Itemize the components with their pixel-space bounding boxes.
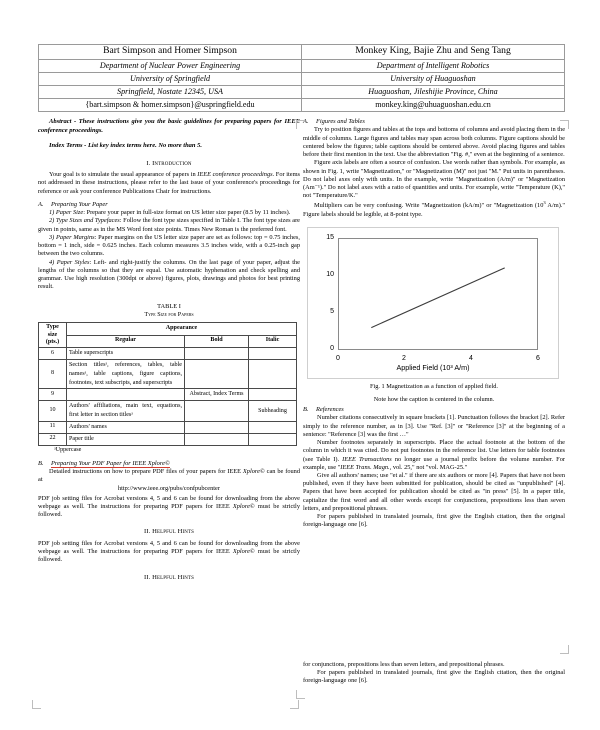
- table1-header-bold: Bold: [185, 335, 249, 347]
- table1-size-2: 9: [39, 389, 67, 401]
- figure-axis-labels-paragraph: Figure axis labels are often a source of confusion. Use words rather than symbols. For example, as shown in Fig. 1, write "Magnetization," or "Magnetization (M)" not just "M." Put units in parentheses. Do not label axes only with units. In the example, write "Magnetization (A/m)" or "Magnetization (Am⁻¹)." Do not label axes with a ratio of quantities and units. For example, write "Temperature (K)," not "Temperature/K.": [303, 159, 565, 200]
- figure-1-caption-line-2: Note how the caption is centered in the column.: [373, 395, 495, 403]
- ieee-pubs-url[interactable]: http://www.ieee.org/pubs/confpubcenter: [117, 485, 220, 493]
- item-type-sizes-title: 2) Type Sizes and Typefaces: [49, 217, 120, 225]
- footnotes-text-c: , vol. 25," not "vol. MAG-25.": [389, 463, 468, 471]
- intro-text-a: Your goal is to simulate the usual appearance of papers in: [49, 171, 198, 179]
- table1-italic-4: [249, 421, 297, 433]
- table1-caption-label: TABLE I: [157, 302, 181, 310]
- crop-mark-left-bottom-right: [290, 700, 299, 709]
- xplore-italic-1: Xplore: [242, 467, 260, 475]
- abstract-paragraph: [38, 118, 300, 135]
- xplore-italic-2: Xplore: [232, 502, 250, 510]
- table1-italic-1: [249, 360, 297, 389]
- table1-footnote: ᵃUppercase: [54, 446, 82, 453]
- table1-header-italic: Italic: [249, 335, 297, 347]
- table1-header-appearance: Appearance: [67, 323, 297, 335]
- pdf-instructions-paragraph: [38, 468, 300, 484]
- table-row: [39, 360, 297, 389]
- table1-size-3: 10: [39, 401, 67, 422]
- table1-caption-title: Type Size for Papers: [144, 311, 194, 319]
- right-column: [303, 118, 565, 530]
- footnotes-paragraph: [303, 439, 565, 472]
- citations-paragraph: Number citations consecutively in square brackets [1]. Punctuation follows the bracket [2]. Refer simply to the reference number, as in [3]. Use "Ref. [3]" or "Reference [3]" at the beginning of a sentence: "Reference [3] was the first …": [303, 414, 565, 438]
- right-column-overflow: [303, 661, 565, 686]
- table1-regular-5: Paper title: [67, 433, 185, 445]
- chart-data-line: [371, 268, 504, 328]
- subsection-b-title: Preparing Your PDF Paper for IEEE Xplore©: [51, 459, 170, 467]
- table1-header-row-1: [39, 323, 297, 335]
- figure-1-magnetization-chart: [307, 227, 559, 379]
- helpful-hints-text-a: PDF job setting files for Acrobat versions 4, 5 and 6 can be found for downloading from the above webpage as well. The instructions for preparing PDF papers for IEEE: [38, 539, 300, 556]
- chart-xtick-6: 6: [536, 355, 540, 363]
- section-number-2b: II.: [143, 573, 151, 581]
- chart-ytick-10: 10: [326, 271, 334, 279]
- crop-mark-top-right: [560, 120, 569, 129]
- author-university-left: University of Springfield: [39, 72, 302, 85]
- table-row: [39, 348, 297, 360]
- intro-paragraph: [38, 171, 300, 196]
- authors-row-university: [39, 72, 565, 85]
- chart-xtick-2: 2: [402, 355, 406, 363]
- table-row: [39, 421, 297, 433]
- chart-x-axis-label: Applied Field (10³ A/m): [396, 362, 470, 372]
- table1-bold-3: [185, 401, 249, 422]
- item-paper-styles-text: : Left- and right-justify the columns. On the last page of your paper, adjust the lengths of the columns so that they are equal. Use automatic hyphenation and check spelling and grammar. Use high resolution (300dpi or above) figures, plots, drawings and photos for best printing result.: [38, 258, 300, 291]
- section-title-2: Helpful Hints: [152, 528, 194, 536]
- author-address-right: Huaguoshan, Jileshijie Province, China: [302, 85, 565, 98]
- table1-header-regular: Regular: [67, 335, 185, 347]
- footnotes-text-a: Number footnotes separately in superscripts. Place the actual footnote at the bottom of the column in which it was cited. Do not put footnotes in the reference list. Use letters for table footnotes (see Table I).: [303, 439, 565, 463]
- subsection-figures-letter: A.: [303, 118, 309, 125]
- section-title-1: Introduction: [152, 159, 192, 167]
- chart-ytick-5: 5: [330, 308, 334, 316]
- intro-text-b: . For items not addressed in these instructions, please refer to the last issue of your conference's proceedings for reference or ask your conference Publications Chair for instructions.: [38, 171, 300, 195]
- multipliers-paragraph: [303, 200, 565, 219]
- subsection-references-title: References: [316, 406, 344, 414]
- item-paper-size-text: : Prepare your paper in full-size format on US letter size paper (8.5 by 11 inches).: [83, 209, 291, 217]
- pdf-instructions-text-a: Detailed instructions on how to prepare PDF files of your papers for IEEE: [49, 467, 243, 475]
- item-paper-margins-title: 3) Paper Margins: [49, 233, 95, 241]
- subsection-b-letter: B.: [38, 459, 44, 467]
- subsection-figures-tables: [303, 118, 565, 126]
- table1-regular-1: Section titlesᵃ, references, tables, table namesᵃ, table captions, figure captions, footnotes, text subscripts, and superscripts: [67, 360, 185, 389]
- author-name-right: Monkey King, Bajie Zhu and Seng Tang: [302, 45, 565, 60]
- subsection-a-preparing-paper: [38, 201, 300, 209]
- multipliers-text-b: A/m)." Figure labels should be legible, at 8-point type.: [303, 202, 565, 218]
- pdf-jobsettings-text-a: PDF job setting files for Acrobat versions 4, 5 and 6 can be found for downloading from the above webpage as well. The instructions for preparing PDF papers for IEEE: [38, 494, 300, 510]
- authors-header-table: [38, 44, 565, 112]
- section-number-2: II.: [143, 528, 151, 536]
- crop-mark-left-bottom: [32, 700, 41, 709]
- chart-xtick-0: 0: [336, 355, 340, 363]
- section-number-1: I.: [146, 159, 151, 167]
- table1-bold-5: [185, 433, 249, 445]
- figure-1-caption-line-1: Fig. 1 Magnetization as a function of applied field.: [369, 383, 498, 391]
- section-heading-introduction: [38, 160, 300, 169]
- overflow-conjunctions-paragraph: for conjunctions, prepositions less than seven letters, and prepositional phrases.: [303, 661, 505, 668]
- abstract-text: - These instructions give you the basic guidelines for preparing papers for IEEE conference proceedings.: [38, 118, 300, 134]
- crop-mark-bottom-right: [560, 645, 569, 654]
- chart-xtick-4: 4: [469, 355, 473, 363]
- authors-row-email: [39, 98, 565, 111]
- author-email-left: {bart.simpson & homer.simpson}@uspringfield.edu: [39, 98, 302, 111]
- table1-italic-3: Subheading: [249, 401, 297, 422]
- intro-text-italic: IEEE conference proceedings: [197, 171, 273, 179]
- index-terms: Index Terms - List key index terms here. No more than 5.: [49, 142, 203, 150]
- table-row: [39, 389, 297, 401]
- table1-italic-2: [249, 389, 297, 401]
- section-heading-helpful-hints-repeat: [38, 574, 300, 583]
- table1-size-1: 8: [39, 360, 67, 389]
- abstract-label: Abstract: [49, 118, 72, 125]
- table1-type-size-for-papers: [38, 322, 297, 445]
- table1-size-0: 6: [39, 348, 67, 360]
- table1-size-4: 11: [39, 421, 67, 433]
- table1-regular-2: [67, 389, 185, 401]
- table1-header-row-2: [39, 335, 297, 347]
- item-paper-size: [38, 209, 300, 217]
- table1-regular-4: Authors' names: [67, 421, 185, 433]
- footnotes-text-b: no longer use a journal prefix before the volume number. For example, use ": [303, 455, 565, 471]
- subsection-references-letter: B.: [303, 406, 309, 414]
- section-title-2b: Helpful Hints: [152, 573, 194, 581]
- chart-ytick-15: 15: [326, 234, 334, 242]
- item-paper-styles: [38, 259, 300, 292]
- crop-mark-bottom-left: [296, 690, 305, 699]
- subsection-figures-title: Figures and Tables: [316, 118, 365, 125]
- table1-bold-2: Abstract, Index Terms: [185, 389, 249, 401]
- table1-regular-3: Authors' affiliations, main text, equations, first letter in section titlesᵃ: [67, 401, 185, 422]
- figures-positioning-paragraph: Try to position figures and tables at the tops and bottoms of columns and avoid placing them in the middle of columns. Large figures and tables may span across both columns. Figure captions should be centered below the figures; table captions should be centered above. Avoid placing figures and tables before their first mention in the text. Use the abbreviation "Fig. #," even at the beginning of a sentence.: [303, 126, 566, 159]
- item-type-sizes: [38, 217, 300, 233]
- chart-svg: [308, 228, 558, 378]
- author-email-right: monkey.king@uhuaguoshan.edu.cn: [302, 98, 565, 111]
- table-row: [39, 433, 297, 445]
- pdf-jobsettings-text-b: © must be strictly followed.: [38, 502, 300, 519]
- pdf-jobsettings-paragraph: [38, 495, 300, 520]
- chart-ytick-0: 0: [330, 345, 334, 353]
- table1-regular-0: Table superscripts: [67, 348, 185, 360]
- translated-journals-paragraph: For papers published in translated journals, first give the English citation, then the original foreign-language one [6].: [303, 513, 565, 529]
- table1-size-5: 22: [39, 433, 67, 445]
- item-paper-styles-title: 4) Paper Styles: [49, 258, 90, 266]
- author-names-paragraph: Give all authors' names; use "et al." if there are six authors or more [4]. Papers that have not been published, even if they have been submitted for publication, should be cited as "unpublished" [4]. Papers that have been accepted for publication should be cited as "in press" [5]. In a paper title, capitalize the first word and all other words except for conjunctions, prepositions less than seven letters, and prepositional phrases.: [303, 471, 565, 512]
- authors-row-department: [39, 59, 565, 72]
- ieee-trans-magn-italic: IEEE Trans. Magn.: [340, 463, 390, 471]
- table1-italic-0: [249, 348, 297, 360]
- overflow-translated-paragraph: For papers published in translated journals, first give the English citation, then the original foreign-language one [6].: [303, 669, 565, 685]
- item-type-sizes-text: : Follow the font type sizes specified in Table I. The font type sizes are given in points, same as in the MS Word font size points. Times New Roman is the preferred font.: [38, 217, 300, 233]
- pdf-instructions-text-b: © can be found at: [38, 467, 301, 484]
- item-paper-size-title: 1) Paper Size: [49, 209, 84, 217]
- helpful-hints-text-b: © must be strictly followed.: [38, 548, 300, 564]
- table1-bold-4: [185, 421, 249, 433]
- subsection-references: [303, 406, 565, 414]
- author-department-right: Department of Intelligent Robotics: [302, 59, 565, 72]
- ieee-transactions-italic: IEEE Transactions: [342, 455, 392, 463]
- author-address-left: Springfield, Nostate 12345, USA: [39, 85, 302, 98]
- table1-italic-5: [249, 433, 297, 445]
- table-row: [39, 401, 297, 422]
- subsection-a-letter: A.: [38, 200, 44, 208]
- author-university-right: University of Huaguoshan: [302, 72, 565, 85]
- subsection-a-title: Preparing Your Paper: [51, 200, 108, 208]
- table1-bold-1: [185, 360, 249, 389]
- crop-mark-top-left: [296, 120, 305, 129]
- multipliers-exponent: 3: [543, 200, 546, 206]
- author-department-left: Department of Nuclear Power Engineering: [39, 59, 302, 72]
- left-column: [38, 118, 300, 585]
- section-heading-helpful-hints: [38, 528, 300, 537]
- item-paper-margins-text: : Paper margins on the US letter size paper are set as follows: top = 0.75 inches, bottom = 1 inch, side = 0.625 inches. Each column measures 3.5 inches wide, with a 0.25-inch gap between the two columns.: [38, 233, 300, 258]
- table1-bold-0: [185, 348, 249, 360]
- multipliers-text-a: Multipliers can be very confusing. Write "Magnetization (kA/m)" or "Magnetization (10: [314, 202, 544, 210]
- author-name-left: Bart Simpson and Homer Simpson: [39, 45, 302, 60]
- helpful-hints-paragraph: [38, 540, 300, 565]
- xplore-italic-3: Xplore: [232, 548, 250, 556]
- item-paper-margins: [38, 234, 300, 259]
- subsection-b-pdf-paper: [38, 460, 300, 468]
- authors-row-address: [39, 85, 565, 98]
- table1-header-type-size: Type size (pts.): [39, 323, 67, 348]
- authors-row-name: [39, 45, 565, 60]
